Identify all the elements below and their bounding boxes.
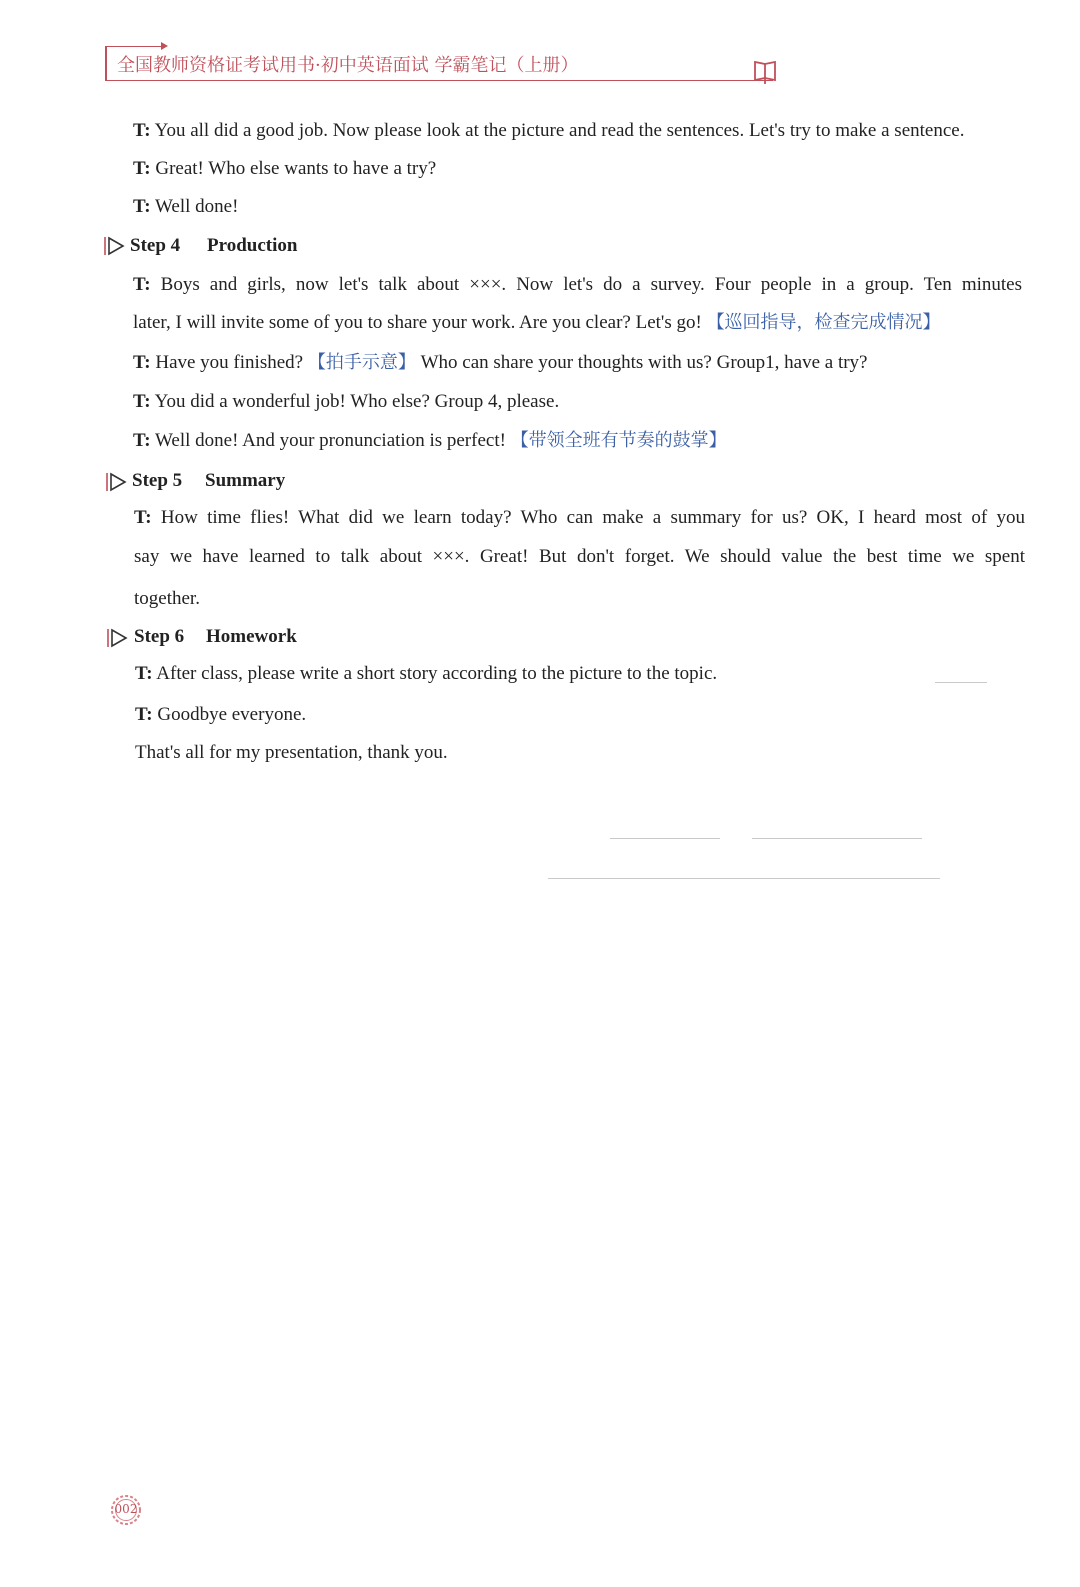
step-6-title: Homework <box>206 626 297 647</box>
page-number: 002 <box>114 1502 138 1516</box>
closing-text: That's all for my presentation, thank you. <box>135 742 448 763</box>
running-header <box>105 46 777 80</box>
header-title: 全国教师资格证考试用书·初中英语面试 学霸笔记（上册） <box>117 55 579 76</box>
play-step-icon <box>105 472 127 492</box>
teacher-label: T: <box>135 663 153 684</box>
dialogue-text: Well done! And your pronunciation is perfect! <box>150 430 511 451</box>
dialogue-line <box>135 703 306 727</box>
dialogue-text: Have you finished? <box>150 352 308 373</box>
teacher-label: T: <box>133 120 151 141</box>
dialogue-line <box>133 351 868 375</box>
book-icon <box>753 58 777 84</box>
dialogue-line <box>133 119 964 143</box>
dialogue-line <box>133 311 941 335</box>
dialogue-text: Boys and girls, now let's talk about ×××. Now let's do a survey. Four people in a group. Ten minutes <box>150 274 1022 295</box>
teacher-label: T: <box>133 430 151 451</box>
dialogue-line <box>134 545 1025 569</box>
dialogue-text: Well done! <box>150 196 239 217</box>
teacher-label: T: <box>133 391 151 412</box>
dialogue-line <box>134 506 1025 530</box>
step-4-number: Step 4 <box>130 235 181 256</box>
teacher-label: T: <box>134 507 152 528</box>
dialogue-line <box>133 195 238 219</box>
teacher-label: T: <box>133 196 151 217</box>
dialogue-text: How time flies! What did we learn today? Who can make a summary for us? OK, I heard most of you <box>151 507 1025 528</box>
teacher-label: T: <box>133 274 151 295</box>
dialogue-line <box>133 429 727 453</box>
faint-rule <box>548 878 940 879</box>
dialogue-text: Great! Who else wants to have a try? <box>150 158 437 179</box>
dialogue-text: together. <box>134 588 200 609</box>
closing-line <box>135 741 448 765</box>
dialogue-line <box>135 662 717 686</box>
dialogue-text: Goodbye everyone. <box>152 704 307 725</box>
dialogue-text: You did a wonderful job! Who else? Group 4, please. <box>150 391 560 412</box>
teacher-label: T: <box>135 704 153 725</box>
dialogue-line <box>134 587 200 611</box>
faint-rule <box>752 838 922 839</box>
step-5-number: Step 5 <box>132 470 183 491</box>
dialogue-text: say we have learned to talk about ×××. Great! But don't forget. We should value the best time we spent <box>134 546 1025 567</box>
teaching-note: 【带领全班有节奏的鼓掌】 <box>510 430 727 451</box>
faint-rule <box>935 682 987 683</box>
dialogue-text: Who can share your thoughts with us? Group1, have a try? <box>415 352 868 373</box>
dialogue-text: You all did a good job. Now please look at the picture and read the sentences. Let's try to make a sentence. <box>150 120 965 141</box>
teaching-note: 【巡回指导，检查完成情况】 <box>706 312 941 333</box>
teacher-label: T: <box>133 158 151 179</box>
play-step-icon <box>103 236 125 256</box>
faint-rule <box>610 838 720 839</box>
dialogue-text: After class, please write a short story according to the picture to the topic. <box>152 663 718 684</box>
dialogue-line <box>133 390 559 414</box>
step-6-number: Step 6 <box>134 626 185 647</box>
header-arrow-icon <box>161 42 168 50</box>
play-step-icon <box>106 628 128 648</box>
teacher-label: T: <box>133 352 151 373</box>
dialogue-line <box>133 273 1022 297</box>
dialogue-text: later, I will invite some of you to share your work. Are you clear? Let's go! <box>133 312 707 333</box>
teaching-note: 【拍手示意】 <box>307 352 416 373</box>
step-4-title: Production <box>207 235 298 256</box>
dialogue-line <box>133 157 436 181</box>
header-top-rule <box>105 46 165 47</box>
step-5-title: Summary <box>205 470 286 491</box>
